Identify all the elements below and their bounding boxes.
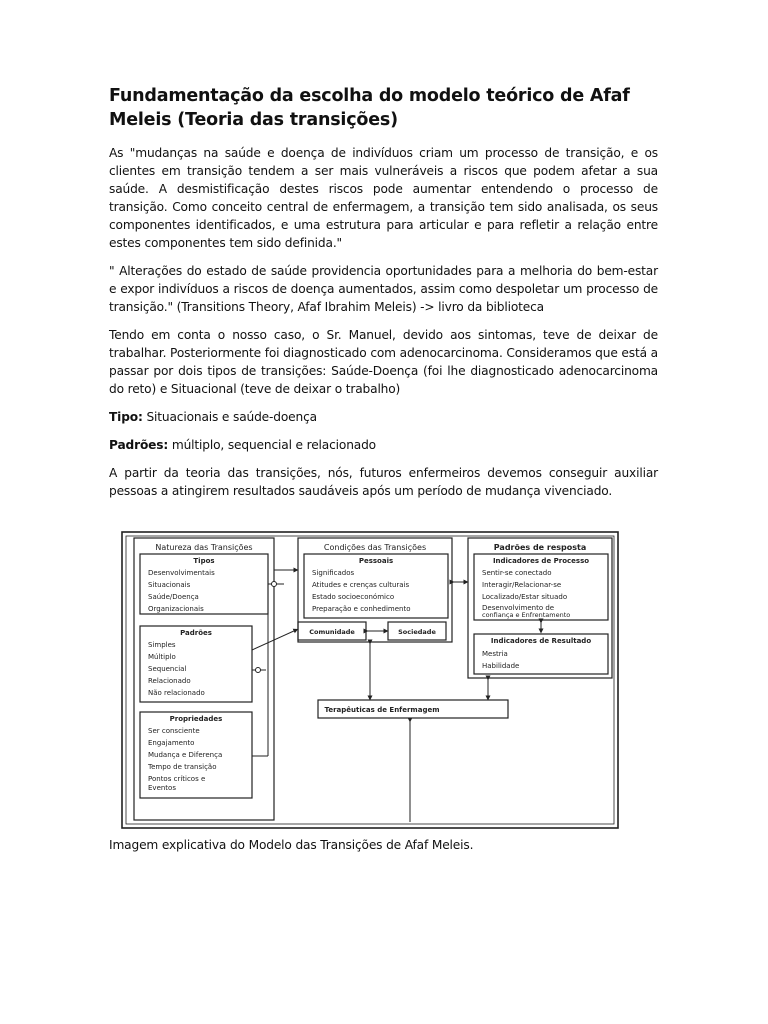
- processo-item: confiança e Enfrentamento: [482, 611, 571, 619]
- document-body: [109, 84, 658, 500]
- padroes-title: Padrões: [180, 629, 212, 637]
- processo-item: Interagir/Relacionar-se: [482, 581, 562, 589]
- tipos-title: Tipos: [193, 557, 215, 565]
- paragraph-padroes: [109, 436, 658, 454]
- propriedades-title: Propriedades: [169, 715, 223, 723]
- padroes-value: múltiplo, sequencial e relacionado: [168, 438, 376, 452]
- sociedade-label: Sociedade: [398, 628, 436, 636]
- padroes-resposta-title: Padrões de resposta: [493, 543, 587, 552]
- pessoais-item: Atitudes e crenças culturais: [312, 581, 410, 589]
- transitions-model-diagram: [120, 530, 620, 830]
- processo-item: Localizado/Estar situado: [482, 593, 568, 601]
- propriedades-item: Eventos: [148, 784, 176, 792]
- document-title: Fundamentação da escolha do modelo teórico de Afaf Meleis (Teoria das transições): [109, 86, 630, 130]
- condicoes-title: Condições das Transições: [323, 543, 427, 552]
- propriedades-item: Tempo de transição: [148, 763, 217, 771]
- padroes-item: Simples: [148, 641, 176, 649]
- propriedades-item: Ser consciente: [148, 727, 200, 735]
- pessoais-item: Preparação e conhedimento: [312, 605, 411, 613]
- resultado-item: Habilidade: [482, 662, 520, 670]
- comunidade-label: Comunidade: [309, 628, 355, 636]
- tipos-item: Desenvolvimentais: [148, 569, 215, 577]
- natureza-title: Natureza das Transições: [155, 543, 253, 552]
- processo-title: Indicadores de Processo: [492, 557, 590, 565]
- padroes-item: Não relacionado: [148, 689, 205, 697]
- tipo-value: Situacionais e saúde-doença: [142, 410, 317, 424]
- pessoais-item: Significados: [312, 569, 355, 577]
- paragraph-tipo: [109, 408, 658, 426]
- padroes-item: Múltiplo: [148, 653, 176, 661]
- pessoais-item: Estado socioeconómico: [312, 593, 395, 601]
- resultado-title: Indicadores de Resultado: [490, 637, 592, 645]
- tipos-item: Organizacionais: [148, 605, 204, 613]
- terapeuticas-label: Terapêuticas de Enfermagem: [324, 706, 440, 714]
- padroes-item: Relacionado: [148, 677, 191, 685]
- paragraph-quote-2: " Alterações do estado de saúde providencia oportunidades para a melhoria do bem-estar e expor indivíduos a riscos de doença aumentados, assim como despoletar um processo de transição." (Transitions Theory, Afaf Ibrahim Meleis) -> livro da biblioteca: [109, 264, 658, 314]
- paragraph-case: Tendo em conta o nosso caso, o Sr. Manuel, devido aos sintomas, teve de deixar de trabalhar. Posteriormente foi diagnosticado com adenocarcinoma. Consideramos que está a passar por dois tipos de transições: Saúde-Doença (foi lhe diagnosticado adenocarcinoma do reto) e Situacional (teve de deixar o trabalho): [109, 328, 658, 396]
- figure-caption: Imagem explicativa do Modelo das Transições de Afaf Meleis.: [109, 838, 474, 852]
- paragraph-quote-1: As "mudanças na saúde e doença de indivíduos criam um processo de transição, e os clientes em transição tendem a ser mais vulneráveis a riscos que podem afetar a sua saúde. A desmistificação destes riscos pode aumentar entendendo o processo de transição. Como conceito central de enfermagem, a transição tem sido analisada, os seus componentes identificados, e uma estrutura para articular e para refletir a relação entre estes componentes tem sido definida.": [109, 146, 658, 250]
- tipo-label: Tipo:: [109, 410, 143, 424]
- propriedades-item: Mudança e Diferença: [148, 751, 223, 759]
- pessoais-title: Pessoais: [358, 557, 394, 565]
- resultado-item: Mestria: [482, 650, 508, 658]
- processo-item: Desenvolvimento de: [482, 604, 555, 612]
- tipos-item: Saúde/Doença: [148, 593, 199, 601]
- processo-item: Sentir-se conectado: [482, 569, 552, 577]
- padroes-item: Sequencial: [148, 665, 187, 673]
- tipos-item: Situacionais: [148, 581, 191, 589]
- paragraph-conclusion: A partir da teoria das transições, nós, futuros enfermeiros devemos conseguir auxiliar pessoas a atingirem resultados saudáveis após um período de mudança vivenciado.: [109, 466, 658, 498]
- padroes-label: Padrões:: [109, 438, 169, 452]
- propriedades-item: Engajamento: [148, 739, 195, 747]
- propriedades-item: Pontos críticos e: [148, 775, 206, 783]
